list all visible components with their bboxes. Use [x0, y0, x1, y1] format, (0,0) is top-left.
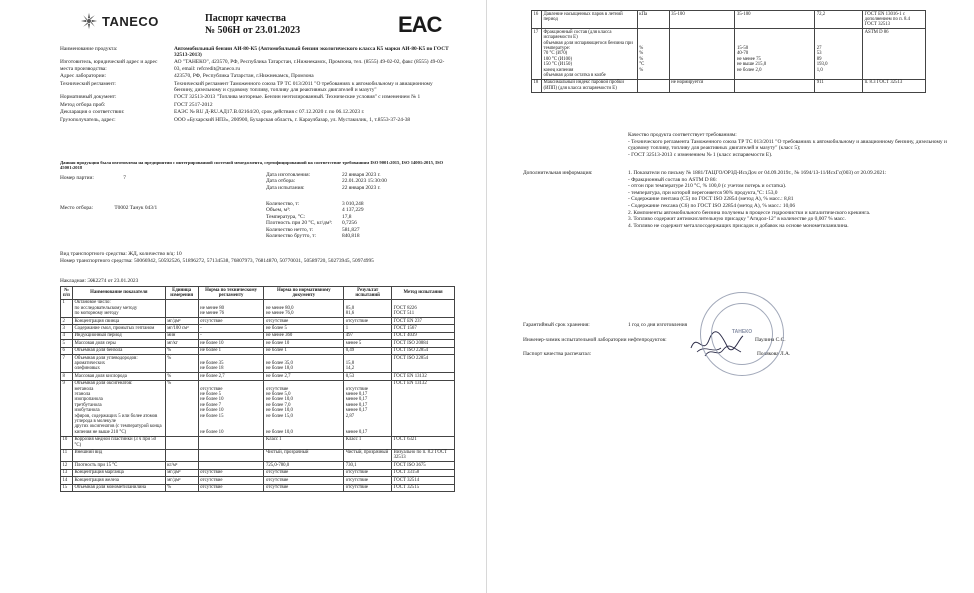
norm-document: не более 35,0 не более 18,0 [264, 355, 344, 373]
table-row [61, 318, 455, 325]
test-result: 1 [344, 325, 392, 332]
text-line: 2. Компоненты автомобильного бензина получены в процессе гидроочистки и каталитического крекинга. [628, 209, 871, 216]
parameter-name: Коррозия медной пластинки (3 ч при 50 °С) [72, 436, 165, 449]
kv-key: Количество, т: [266, 201, 300, 207]
test-method: ГОСТ ISO 22854 [392, 355, 455, 373]
table-row [61, 355, 455, 373]
norm-regulation: не более 35 не более 18 [198, 355, 264, 373]
row-number: 4 [61, 332, 73, 339]
kv-row [266, 233, 466, 239]
warranty-value: 1 год со дня изготовления [628, 322, 688, 328]
parameter-name: Объемная доля монометиланилина [72, 484, 165, 491]
norm-document: отсутствие [264, 318, 344, 325]
info-value: Технический регламент Таможенного союза ТР ТС 013/2011 "О требованиях к автомобильному и авиационному бензину, дизельному и судовому топливу, топливу для реактивных двигателей и мазуту" [174, 80, 433, 93]
table-row [61, 380, 455, 436]
test-result: отсутствие [344, 477, 392, 484]
unit [165, 449, 198, 462]
parameter-name: Массовая доля серы [72, 340, 165, 347]
test-result: 27 53 89 193,0 1,0 [815, 29, 863, 80]
text-line: - Содержание гексана (С6) по ГОСТ ISO 22854 (метод А), % масс.: 10,06 [628, 202, 796, 209]
norm-regulation: отсутствие [198, 318, 264, 325]
test-method: ASTM D 86 [863, 29, 926, 80]
test-result: 730,1 [344, 462, 392, 469]
unit: % [165, 347, 198, 354]
row-number: 8 [61, 373, 73, 380]
parameter-name: Плотность при 15 °С [72, 462, 165, 469]
test-method: ГОСТ 32514 [392, 477, 455, 484]
text-line: - ГОСТ 32513-2013 с изменением № 1 (класс испаряемости Е). [628, 151, 773, 158]
text-line: - Фракционный состав по ASTM D 86: [628, 176, 717, 183]
table-row [61, 462, 455, 469]
norm-regulation: - [198, 325, 264, 332]
test-method: ГОСТ ISO 22854 [392, 347, 455, 354]
engineer-label: Инженер-химик испытательной лаборатории нефтепродуктов: [523, 337, 667, 343]
test-method: ГОСТ 32515 [392, 484, 455, 491]
text-line: 3. Топливо содержит антиокислительную присадку "Агидол-12" в количестве до 0,007 % масс. [628, 216, 846, 223]
table-row [532, 79, 926, 92]
transport-type: Вид транспортного средства: ЖД, количество в/ц: 10 [60, 251, 182, 257]
test-result: отсутствие менее 0,17 менее 0,17 менее 0,17 менее 0,17 2,87 менее 0,17 [344, 380, 392, 436]
document-title [205, 13, 300, 37]
column-header: Результат испытаний [344, 287, 392, 300]
test-method: п. 8.3 ГОСТ 32513 [863, 79, 926, 92]
title: Паспорт качества [205, 13, 286, 24]
text-line: Качество продукта соответствует требованиям: [628, 132, 737, 138]
kv-key: Количество брутто, т: [266, 233, 317, 240]
unit: мин [165, 332, 198, 339]
table-row [61, 373, 455, 380]
row-number: 14 [61, 477, 73, 484]
test-result: 911 [815, 79, 863, 92]
row-number: 13 [61, 469, 73, 476]
test-result: 15,8 14,2 [344, 355, 392, 373]
unit: мг/кг [165, 340, 198, 347]
test-result: Класс 1 [344, 436, 392, 449]
quantities-block [266, 201, 466, 239]
test-result: 497 [344, 332, 392, 339]
table-row [532, 29, 926, 80]
info-value: ЕАЭС № RU Д-RU.АД17.В.02164/20, срок действия с 07.12.2020 г. по 06.12.2023 г. [174, 109, 365, 116]
norm-regulation: 35-100 [669, 11, 735, 29]
kv-key: Температура, °С: [266, 213, 306, 220]
norm-document: 15-50 40-70 не менее 75 не выше 215,0 не более 2,0 [735, 29, 815, 80]
norm-document: отсутствие не более 5,0 не более 10,0 не более 7,0 не более 10,0 не более 15,0 не более 10,0 [264, 380, 344, 436]
table-row [61, 325, 455, 332]
parameter-name: Объемная доля бензола [72, 347, 165, 354]
norm-document [735, 79, 815, 92]
test-method: ГОСТ ISO 20884 [392, 340, 455, 347]
norm-document: не более 1 [264, 347, 344, 354]
norm-regulation: отсутствие [198, 469, 264, 476]
test-result: отсутствие [344, 484, 392, 491]
parameter-name: Внешний вид [72, 449, 165, 462]
spec-table-right [531, 10, 926, 93]
norm-regulation: не менее 80 не менее 76 [198, 299, 264, 317]
test-result: 0,49 [344, 347, 392, 354]
parameter-name: Октановое число: по исследовательскому методу по моторному методу [72, 299, 165, 317]
norm-document: Чистый, прозрачный [264, 449, 344, 462]
text-line: 4. Топливо не содержит металлосодержащих присадок и добавок на основе монометиланилина. [628, 222, 849, 229]
kv-value: 3 010,248 [342, 201, 364, 207]
test-result: менее 5 [344, 340, 392, 347]
column-header: Единица измерения [165, 287, 198, 300]
kv-value: 22 января 2023 г. [342, 184, 381, 191]
test-method: ГОСТ EN 237 [392, 318, 455, 325]
test-method: ГОСТ 33158 [392, 469, 455, 476]
column-header: Наименование показателя [72, 287, 165, 300]
info-value: ГОСТ 32513-2013 "Топлива моторные. Бензин неэтилированный. Технические условия" с изменением № 1 [174, 94, 421, 101]
norm-document: не менее 360 [264, 332, 344, 339]
conclusion [628, 132, 948, 158]
info-row [60, 45, 450, 59]
test-method: ГОСТ EN 13016-1 с дополнением по п. 8.4 ГОСТ 32513 [863, 11, 926, 29]
row-number: 17 [532, 29, 542, 80]
row-number: 9 [61, 380, 73, 436]
company-name: TANECO [102, 13, 159, 29]
unit: % [165, 373, 198, 380]
table-row [532, 11, 926, 29]
column-header: Норма по нормативному документу [264, 287, 344, 300]
norm-document: не менее 80,0 не менее 76,0 [264, 299, 344, 317]
table-row [61, 347, 455, 354]
norm-document: не более 10 [264, 340, 344, 347]
norm-regulation: отсутствие не более 5 не более 10 не более 7 не более 10 не более 15 не более 10 [198, 380, 264, 436]
row-number: 15 [61, 484, 73, 491]
info-value: АО "ТАНЕКО", 423570, РФ, Республика Татарстан, г.Нижнекамск, Промзона, тел. (8555) 49-02-02, факс (8555) 49-02-03, email: refcredit@taneco.ru [174, 59, 445, 72]
text-line: - Содержание пентана (С5) по ГОСТ ISO 22854 (метод А), % масс.: 8,81 [628, 196, 794, 203]
test-result: 72,2 [815, 11, 863, 29]
kv-value: 0,7256 [342, 220, 357, 227]
test-result: отсутствие [344, 469, 392, 476]
row-number: 3 [61, 325, 73, 332]
info-key: Наименование продукта: [60, 45, 118, 52]
extra-info [628, 170, 958, 229]
kv-value: 4 137,229 [342, 207, 364, 214]
parameter-name: Концентрация свинца [72, 318, 165, 325]
norm-regulation: не нормируется [669, 79, 735, 92]
parameter-name: Массовая доля кислорода [72, 373, 165, 380]
table-row [61, 436, 455, 449]
unit: мг/дм³ [165, 477, 198, 484]
norm-regulation: отсутствие [198, 484, 264, 491]
kv-key: Объем, м³: [266, 207, 291, 214]
row-number: 12 [61, 462, 73, 469]
test-result: 85,0 81,6 [344, 299, 392, 317]
info-value: ООО «Бухарский НПЗ», 200900, Бухарская область, г. Карaулбазар, ул. Мустакилик, 1, т.8553-37-24-38 [174, 116, 411, 123]
norm-regulation: отсутствие [198, 477, 264, 484]
kv-row [266, 185, 466, 191]
info-row [60, 109, 450, 116]
info-row [60, 116, 450, 123]
kv-value: 22.01.2023 15:30:00 [342, 178, 387, 185]
row-number: 6 [61, 347, 73, 354]
text-line: 1. Показатели по письму № 1881/ТАЦГО/ОРЗД-ИсхДоч от 04.09.2019г., № 1694/13-11/ИсхГс(003) от 20.09.2021: [628, 170, 887, 176]
parameter-name: Давление насыщенных паров в летний период [541, 11, 637, 29]
row-number: 7 [61, 355, 73, 373]
kv-value: 840,818 [342, 233, 360, 240]
text-line: - отгон при температуре 210 °С, % 100,0 (с учетом потерь и остатка). [628, 183, 787, 190]
unit: мг/100 см³ [165, 325, 198, 332]
test-method: ГОСТ ISO 3675 [392, 462, 455, 469]
test-method: ГОСТ 1567 [392, 325, 455, 332]
test-method: Визуально по п. 8.2 ГОСТ 32513 [392, 449, 455, 462]
table-row [61, 477, 455, 484]
test-method: ГОСТ 4039 [392, 332, 455, 339]
norm-document: 35-100 [735, 11, 815, 29]
unit [637, 79, 669, 92]
info-key: Адрес лаборатории: [60, 73, 107, 80]
table-row [61, 484, 455, 491]
column-header: № п/п [61, 287, 73, 300]
table-row [61, 449, 455, 462]
norm-document: 725,0-780,0 [264, 462, 344, 469]
row-number: 11 [61, 449, 73, 462]
text-line: - температура, при которой перегоняется 90% продукта,°С: 153,0 [628, 189, 778, 196]
parameter-name: Фракционный состав (для класса испаряемости Е) объемная доля испаряющегося бензина при температуре: 70 °С (И70) 100 °С (И100) 150 °С (И150) конец кипения объемная доля остатка в колбе [541, 29, 637, 80]
seal-text: ТАНЕКО [731, 329, 753, 335]
parameter-name: Концентрация железа [72, 477, 165, 484]
info-row [60, 94, 450, 101]
test-method: ГОСТ EN 13132 [392, 380, 455, 436]
extra-label: Дополнительная информация: [523, 170, 593, 176]
unit: кг/м³ [165, 462, 198, 469]
column-header: Норма по техническому регламенту [198, 287, 264, 300]
parameter-name: Концентрация марганца [72, 469, 165, 476]
info-row [60, 80, 450, 94]
taneco-logo-icon [80, 12, 98, 30]
document-number: № 506Н от 23.01.2023 [205, 25, 301, 36]
kv-value: 17,8 [342, 213, 352, 220]
norm-document: не более 5 [264, 325, 344, 332]
company-seal [700, 292, 784, 376]
unit: мг/дм³ [165, 318, 198, 325]
test-result: 0,53 [344, 373, 392, 380]
unit: мг/дм³ [165, 469, 198, 476]
row-number: 5 [61, 340, 73, 347]
kv-key: Дата испытания: [266, 184, 305, 191]
info-row [60, 73, 450, 80]
info-value: Автомобильный бензин АИ-80-К5 (Автомобильный бензин экологического класса К5 марки АИ-80-К5 по ГОСТ 32513-2013) [174, 45, 449, 58]
engineer-name: Паулина С.С. [755, 337, 786, 343]
warranty-label: Гарантийный срок хранения: [523, 322, 590, 328]
unit [165, 436, 198, 449]
text-line: - Технического регламента Таможенного союза ТР ТС 013/2011 "О требованиях к автомобильному и авиационному бензину, дизельному и судовому топливу, топливу для реактивных двигателей и мазуту" (класс 5); [628, 138, 947, 152]
info-key: Грузополучатель, адрес: [60, 116, 116, 123]
kv-key: Количество нетто, т: [266, 226, 314, 233]
table-row [61, 332, 455, 339]
sampling-place: Место отбора: Т0002 Танук 043/1 [60, 205, 158, 211]
norm-regulation [198, 462, 264, 469]
info-key: Технический регламент: [60, 80, 116, 87]
row-number: 16 [532, 11, 542, 29]
party-number: Номер партии: 7 [60, 175, 126, 181]
unit: % [165, 380, 198, 436]
info-key: Нормативный документ: [60, 94, 117, 101]
parameter-name: Объемная доля углеводородов: ароматических олефиновых [72, 355, 165, 373]
column-header: Метод испытания [392, 287, 455, 300]
test-method: ГОСТ 8226 ГОСТ 511 [392, 299, 455, 317]
norm-document: Класс 1 [264, 436, 344, 449]
info-key: Метод отбора проб: [60, 101, 106, 108]
issued-label: Паспорт качества распечатал: [523, 351, 592, 357]
table-row [61, 340, 455, 347]
info-row [60, 101, 450, 108]
issued-name: Полякова Л.А. [757, 351, 791, 357]
table-row [61, 299, 455, 317]
norm-regulation: - [198, 332, 264, 339]
norm-regulation [669, 29, 735, 80]
row-number: 18 [532, 79, 542, 92]
unit: % [165, 355, 198, 373]
row-number: 10 [61, 436, 73, 449]
parameter-name: Индукционный период [72, 332, 165, 339]
kv-key: Дата отбора: [266, 178, 296, 185]
test-result: Чистый, прозрачный [344, 449, 392, 462]
product-info-table [60, 45, 450, 123]
unit: % % % °С % [637, 29, 669, 80]
test-method: ГОСТ 6321 [392, 436, 455, 449]
unit: % [165, 484, 198, 491]
norm-document: отсутствие [264, 484, 344, 491]
table-row [61, 469, 455, 476]
norm-regulation [198, 436, 264, 449]
kv-value: 22 января 2023 г. [342, 172, 381, 178]
invoice: Накладная: ЭЖ2274 от 23.01.2023 [60, 278, 139, 284]
info-value: ГОСТ 2517-2012 [174, 101, 213, 108]
info-row [60, 59, 450, 73]
kv-key: Дата изготовления: [266, 172, 311, 178]
dates-block [266, 172, 466, 191]
company-logo [80, 12, 159, 30]
info-key: Декларация о соответствии: [60, 109, 125, 116]
norm-document: отсутствие [264, 477, 344, 484]
wagon-numbers: Номер транспортного средства: 50066942, 50592526, 51896272, 57134538, 76807973, 76814870, 50770031, 50589720, 50273945, 50974995 [60, 258, 374, 264]
norm-regulation: не более 2,7 [198, 373, 264, 380]
unit: кПа [637, 11, 669, 29]
info-key: Изготовитель, юридический адрес и адрес места производства: [60, 59, 158, 72]
row-number: 2 [61, 318, 73, 325]
norm-regulation: не более 10 [198, 340, 264, 347]
info-value: 423570, РФ, Республика Татарстан, г.Нижнекамск, Промзона [174, 73, 314, 80]
norm-document: не более 2,7 [264, 373, 344, 380]
spec-table-left [60, 286, 455, 492]
parameter-name: Содержание смол, промытых гептаном [72, 325, 165, 332]
norm-regulation [198, 449, 264, 462]
test-result: отсутствие [344, 318, 392, 325]
unit [165, 299, 198, 317]
norm-regulation: не более 1 [198, 347, 264, 354]
test-method: ГОСТ EN 13132 [392, 373, 455, 380]
row-number: 1 [61, 299, 73, 317]
kv-key: Плотность при 20 °С, кг/дм³: [266, 220, 333, 227]
iso-note: Данная продукция была изготовлена на предприятии с интегрированной системой менеджмента, сертифицированной на соответствие требованиям ISO 9001:2015, ISO 14001:2015, ISO 45001:2018 [60, 160, 444, 171]
parameter-name: Объемная доля оксигенатов: метанола этанола изопропанола третбутанола изобутанола эфиров, содержащих 5 или более атомов углерода в молекуле других оксигенатов (с температурой конца кипения не выше 210 °С) [72, 380, 165, 436]
norm-document: отсутствие [264, 469, 344, 476]
eac-mark: EAC [398, 12, 442, 37]
kv-value: 581,827 [342, 226, 360, 233]
parameter-name: Максимальный индекс паровой пробки (ИПП) (для класса испаряемости Е) [541, 79, 637, 92]
